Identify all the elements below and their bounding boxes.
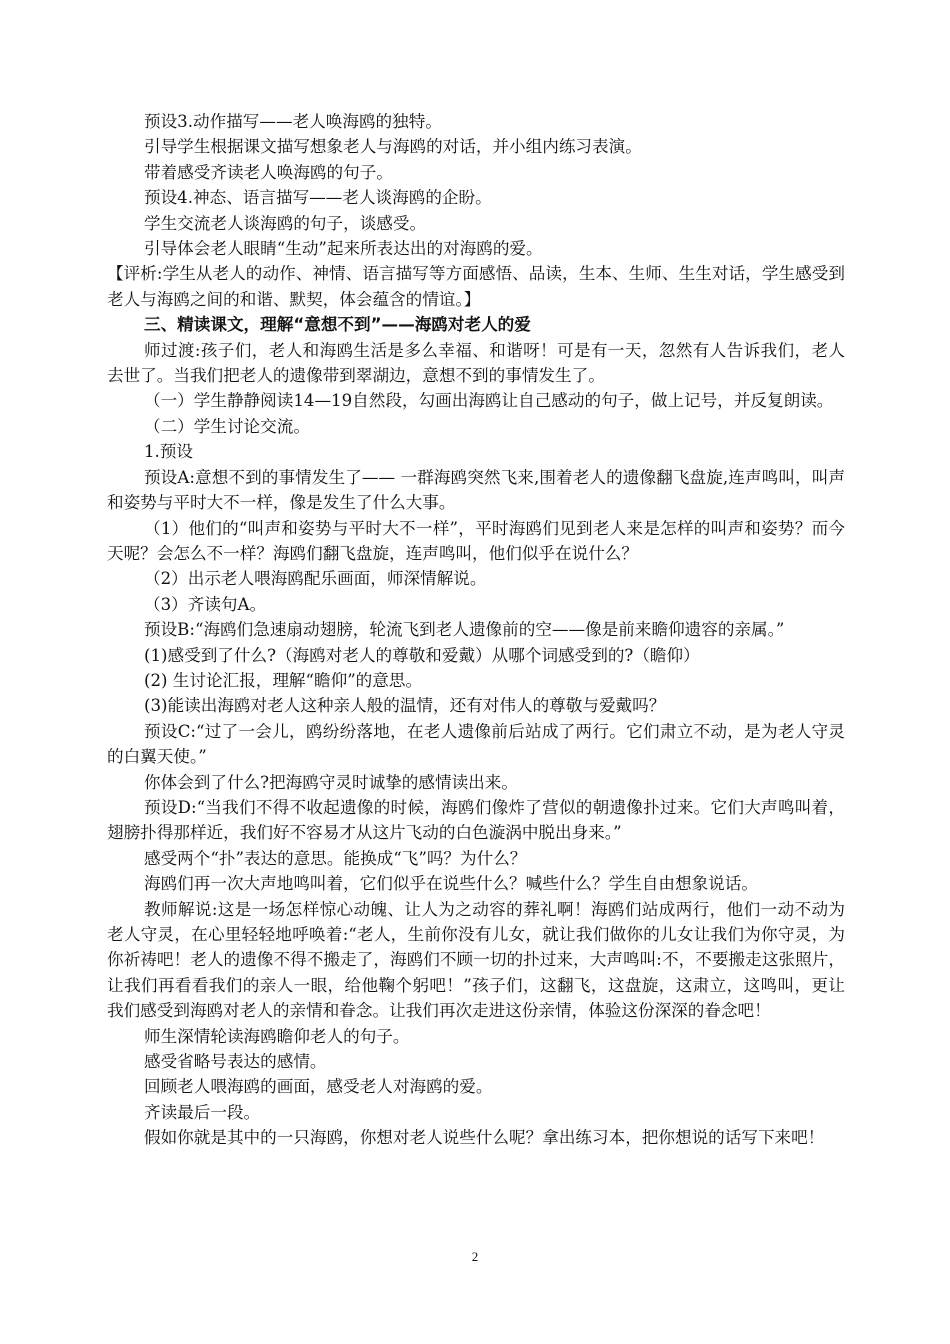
- paragraph: 海鸥们再一次大声地鸣叫着，它们似乎在说些什么？喊些什么？学生自由想象说话。: [144, 874, 758, 894]
- paragraph: 教师解说:这是一场怎样惊心动魄、让人为之动容的葬礼啊！海鸥们站成两行，他们一动不动为老人守灵，在心里轻轻地呼唤着:“老人，生前你没有儿女，就让我们做你的儿女让我们为你守灵，为你祈祷吧！老人的遗像不得不搬走了，海鸥们不顾一切的扑过来，大声鸣叫:不，不要搬走这张照片，让我们再看看我们的亲人一眼，给他鞠个躬吧！”孩子们，这翻飞，这盘旋，这肃立，这鸣叫，更让我们感受到海鸥对老人的亲情和眷念。让我们再次走进这份亲情，体验这份深深的眷念吧！: [107, 899, 845, 1021]
- paragraph: 你体会到了什么?把海鸥守灵时诚挚的感情读出来。: [144, 772, 518, 792]
- section-heading: 三、精读课文，理解“意想不到”——海鸥对老人的爱: [144, 315, 531, 335]
- paragraph: 学生交流老人谈海鸥的句子，谈感受。: [144, 213, 427, 233]
- paragraph: 预设C:“过了一会儿，鸥纷纷落地，在老人遗像前后站成了两行。它们肃立不动，是为老人守灵的白翼天使。”: [107, 721, 845, 767]
- paragraph: 预设A:意想不到的事情发生了—— 一群海鸥突然飞来,围着老人的遗像翻飞盘旋,连声鸣叫，叫声和姿势与平时大不一样，像是发生了什么大事。: [107, 467, 845, 513]
- paragraph: 假如你就是其中的一只海鸥，你想对老人说些什么呢？拿出练习本，把你想说的话写下来吧！: [144, 1128, 825, 1148]
- paragraph: 回顾老人喂海鸥的画面，感受老人对海鸥的爱。: [144, 1077, 493, 1097]
- commentary-paragraph: 【评析:学生从老人的动作、神情、语言描写等方面感悟、品读，生本、生师、生生对话，学生感受到老人与海鸥之间的和谐、默契，体会蕴含的情谊。】: [107, 264, 845, 309]
- paragraph: 感受省略号表达的感情。: [144, 1052, 327, 1072]
- paragraph: (2) 生讨论汇报，理解“瞻仰”的意思。: [144, 670, 423, 690]
- paragraph: （1）他们的“叫声和姿势与平时大不一样”，平时海鸥们见到老人来是怎样的叫声和姿势？而今天呢？会怎么不一样？海鸥们翻飞盘旋，连声鸣叫，他们似乎在说什么？: [107, 518, 845, 563]
- paragraph: 齐读最后一段。: [144, 1102, 261, 1122]
- paragraph: (1)感受到了什么?（海鸥对老人的尊敬和爱戴）从哪个词感受到的?（瞻仰）: [144, 645, 700, 665]
- paragraph: 预设3.动作描写——老人唤海鸥的独特。: [144, 112, 442, 131]
- paragraph: 引导体会老人眼睛“生动”起来所表达出的对海鸥的爱。: [144, 239, 543, 259]
- paragraph: 引导学生根据课文描写想象老人与海鸥的对话，并小组内练习表演。: [144, 137, 642, 157]
- paragraph: （2）出示老人喂海鸥配乐画面，师深情解说。: [144, 569, 487, 589]
- paragraph: 带着感受齐读老人唤海鸥的句子。: [144, 162, 393, 182]
- paragraph: 预设D:“当我们不得不收起遗像的时候，海鸥们像炸了营似的朝遗像扑过来。它们大声鸣叫着，翅膀扑得那样近，我们好不容易才从这片飞动的白色漩涡中脱出身来。”: [107, 797, 845, 843]
- document-body: [107, 109, 845, 1151]
- paragraph: 感受两个“扑”表达的意思。能换成“飞”吗？为什么？: [144, 848, 527, 868]
- paragraph: （3）齐读句A。: [144, 594, 267, 614]
- paragraph: 预设B:“海鸥们急速扇动翅膀，轮流飞到老人遗像前的空——像是前来瞻仰遗容的亲属。”: [144, 620, 785, 640]
- paragraph: （一）学生静静阅读14—19自然段，勾画出海鸥让自己感动的句子，做上记号，并反复朗读。: [144, 391, 834, 411]
- paragraph: 预设4.神态、语言描写——老人谈海鸥的企盼。: [144, 188, 492, 208]
- page-number: 2: [471, 1249, 479, 1264]
- paragraph: 师过渡:孩子们，老人和海鸥生活是多么幸福、和谐呀！可是有一天，忽然有人告诉我们，老人去世了。当我们把老人的遗像带到翠湖边，意想不到的事情发生了。: [107, 340, 845, 386]
- paragraph: （二）学生讨论交流。: [144, 416, 310, 436]
- paragraph: 1.预设: [144, 442, 194, 462]
- paragraph: 师生深情轮读海鸥瞻仰老人的句子。: [144, 1026, 410, 1046]
- paragraph: (3)能读出海鸥对老人这种亲人般的温情，还有对伟人的尊敬与爱戴吗？: [144, 696, 666, 716]
